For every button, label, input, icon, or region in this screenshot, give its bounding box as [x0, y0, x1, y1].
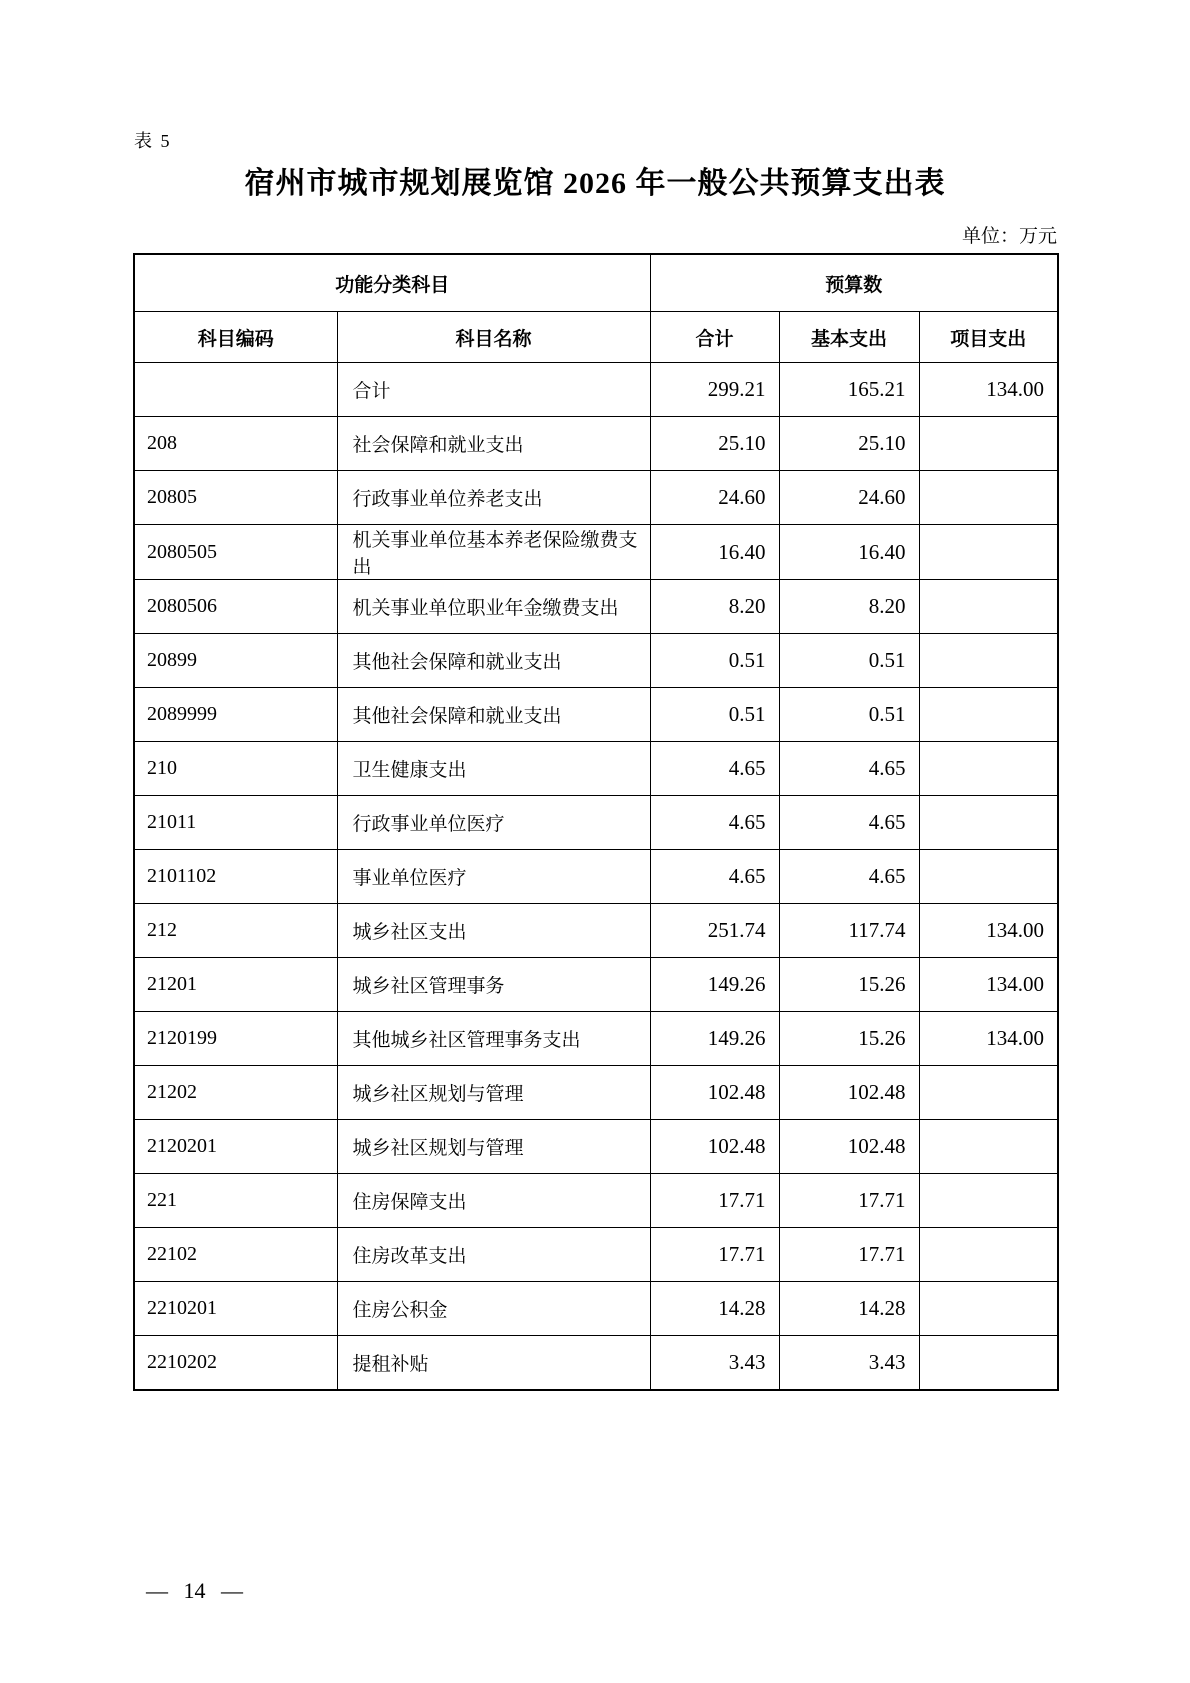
table-row [134, 580, 1058, 634]
basic-expenditure-cell: 4.65 [779, 742, 919, 796]
basic-expenditure-cell: 3.43 [779, 1336, 919, 1391]
project-expenditure-cell [919, 1282, 1058, 1336]
subject-name-cell: 合计 [337, 363, 650, 417]
basic-expenditure-cell: 25.10 [779, 417, 919, 471]
header-group-row [134, 254, 1058, 312]
project-expenditure-cell [919, 742, 1058, 796]
project-expenditure-cell [919, 850, 1058, 904]
basic-expenditure-cell: 16.40 [779, 525, 919, 580]
subject-name-cell: 机关事业单位职业年金缴费支出 [337, 580, 650, 634]
project-expenditure-cell [919, 1336, 1058, 1391]
subject-name-cell: 社会保障和就业支出 [337, 417, 650, 471]
subject-code-cell: 2120199 [134, 1012, 337, 1066]
project-expenditure-cell: 134.00 [919, 1012, 1058, 1066]
subject-code-cell: 20805 [134, 471, 337, 525]
subject-code-cell: 2080505 [134, 525, 337, 580]
table-header [134, 254, 1058, 363]
column-header-subject-name: 科目名称 [337, 312, 650, 363]
page-title: 宿州市城市规划展览馆 2026 年一般公共预算支出表 [244, 167, 946, 200]
subject-code-cell: 208 [134, 417, 337, 471]
total-cell: 149.26 [650, 1012, 779, 1066]
subject-code-cell: 2080506 [134, 580, 337, 634]
total-cell: 24.60 [650, 471, 779, 525]
table-row [134, 471, 1058, 525]
table-row [134, 417, 1058, 471]
subject-code-cell: 2101102 [134, 850, 337, 904]
total-cell: 4.65 [650, 796, 779, 850]
subject-name-cell: 住房公积金 [337, 1282, 650, 1336]
table-row [134, 904, 1058, 958]
table-row [134, 1228, 1058, 1282]
subject-name-cell: 住房改革支出 [337, 1228, 650, 1282]
total-cell: 4.65 [650, 742, 779, 796]
table-row [134, 742, 1058, 796]
column-header-subject-code: 科目编码 [134, 312, 337, 363]
basic-expenditure-cell: 4.65 [779, 850, 919, 904]
basic-expenditure-cell: 4.65 [779, 796, 919, 850]
total-cell: 102.48 [650, 1120, 779, 1174]
header-column-row [134, 312, 1058, 363]
subject-code-cell: 2210201 [134, 1282, 337, 1336]
subject-code-cell: 21201 [134, 958, 337, 1012]
subject-code-cell: 2120201 [134, 1120, 337, 1174]
basic-expenditure-cell: 0.51 [779, 634, 919, 688]
column-header-project-expenditure: 项目支出 [919, 312, 1058, 363]
basic-expenditure-cell: 14.28 [779, 1282, 919, 1336]
subject-name-cell: 卫生健康支出 [337, 742, 650, 796]
subject-name-cell: 行政事业单位养老支出 [337, 471, 650, 525]
basic-expenditure-cell: 15.26 [779, 958, 919, 1012]
total-cell: 3.43 [650, 1336, 779, 1391]
table-row [134, 1174, 1058, 1228]
project-expenditure-cell [919, 796, 1058, 850]
subject-name-cell: 城乡社区规划与管理 [337, 1120, 650, 1174]
total-cell: 102.48 [650, 1066, 779, 1120]
basic-expenditure-cell: 165.21 [779, 363, 919, 417]
subject-code-cell: 21011 [134, 796, 337, 850]
budget-table [133, 253, 1059, 1391]
subject-name-cell: 机关事业单位基本养老保险缴费支出 [337, 525, 650, 580]
total-cell: 14.28 [650, 1282, 779, 1336]
project-expenditure-cell [919, 1228, 1058, 1282]
table-row [134, 363, 1058, 417]
column-header-total: 合计 [650, 312, 779, 363]
subject-code-cell: 210 [134, 742, 337, 796]
subject-name-cell: 城乡社区规划与管理 [337, 1066, 650, 1120]
subject-code-cell: 221 [134, 1174, 337, 1228]
basic-expenditure-cell: 8.20 [779, 580, 919, 634]
project-expenditure-cell [919, 634, 1058, 688]
table-row [134, 958, 1058, 1012]
subject-code-cell: 21202 [134, 1066, 337, 1120]
total-cell: 0.51 [650, 688, 779, 742]
subject-code-cell: 22102 [134, 1228, 337, 1282]
table-row [134, 688, 1058, 742]
total-cell: 8.20 [650, 580, 779, 634]
table-row [134, 1120, 1058, 1174]
subject-name-cell: 事业单位医疗 [337, 850, 650, 904]
subject-code-cell: 2089999 [134, 688, 337, 742]
basic-expenditure-cell: 15.26 [779, 1012, 919, 1066]
total-cell: 149.26 [650, 958, 779, 1012]
total-cell: 4.65 [650, 850, 779, 904]
table-row [134, 634, 1058, 688]
subject-code-cell: 20899 [134, 634, 337, 688]
subject-name-cell: 行政事业单位医疗 [337, 796, 650, 850]
project-expenditure-cell: 134.00 [919, 904, 1058, 958]
project-expenditure-cell: 134.00 [919, 958, 1058, 1012]
subject-name-cell: 其他城乡社区管理事务支出 [337, 1012, 650, 1066]
project-expenditure-cell: 134.00 [919, 363, 1058, 417]
table-row [134, 525, 1058, 580]
subject-name-cell: 城乡社区管理事务 [337, 958, 650, 1012]
basic-expenditure-cell: 24.60 [779, 471, 919, 525]
table-row [134, 1336, 1058, 1391]
basic-expenditure-cell: 17.71 [779, 1174, 919, 1228]
basic-expenditure-cell: 102.48 [779, 1120, 919, 1174]
table-body [134, 363, 1058, 1391]
unit-note: 单位：万元 [961, 226, 1057, 247]
subject-code-cell [134, 363, 337, 417]
project-expenditure-cell [919, 1120, 1058, 1174]
header-functional-classification: 功能分类科目 [134, 254, 650, 312]
project-expenditure-cell [919, 688, 1058, 742]
subject-name-cell: 提租补贴 [337, 1336, 650, 1391]
subject-code-cell: 2210202 [134, 1336, 337, 1391]
table-row [134, 796, 1058, 850]
table-row [134, 850, 1058, 904]
total-cell: 0.51 [650, 634, 779, 688]
subject-name-cell: 其他社会保障和就业支出 [337, 688, 650, 742]
project-expenditure-cell [919, 1066, 1058, 1120]
total-cell: 16.40 [650, 525, 779, 580]
page-number: — 14 — [146, 1578, 243, 1603]
total-cell: 17.71 [650, 1174, 779, 1228]
basic-expenditure-cell: 117.74 [779, 904, 919, 958]
project-expenditure-cell [919, 471, 1058, 525]
basic-expenditure-cell: 0.51 [779, 688, 919, 742]
table-row [134, 1012, 1058, 1066]
basic-expenditure-cell: 17.71 [779, 1228, 919, 1282]
total-cell: 25.10 [650, 417, 779, 471]
total-cell: 299.21 [650, 363, 779, 417]
table-row [134, 1066, 1058, 1120]
column-header-basic-expenditure: 基本支出 [779, 312, 919, 363]
table-label: 表 5 [134, 131, 172, 151]
project-expenditure-cell [919, 525, 1058, 580]
project-expenditure-cell [919, 580, 1058, 634]
total-cell: 17.71 [650, 1228, 779, 1282]
basic-expenditure-cell: 102.48 [779, 1066, 919, 1120]
subject-name-cell: 城乡社区支出 [337, 904, 650, 958]
subject-code-cell: 212 [134, 904, 337, 958]
header-budget-amount: 预算数 [650, 254, 1058, 312]
subject-name-cell: 其他社会保障和就业支出 [337, 634, 650, 688]
table-row [134, 1282, 1058, 1336]
project-expenditure-cell [919, 417, 1058, 471]
total-cell: 251.74 [650, 904, 779, 958]
subject-name-cell: 住房保障支出 [337, 1174, 650, 1228]
project-expenditure-cell [919, 1174, 1058, 1228]
